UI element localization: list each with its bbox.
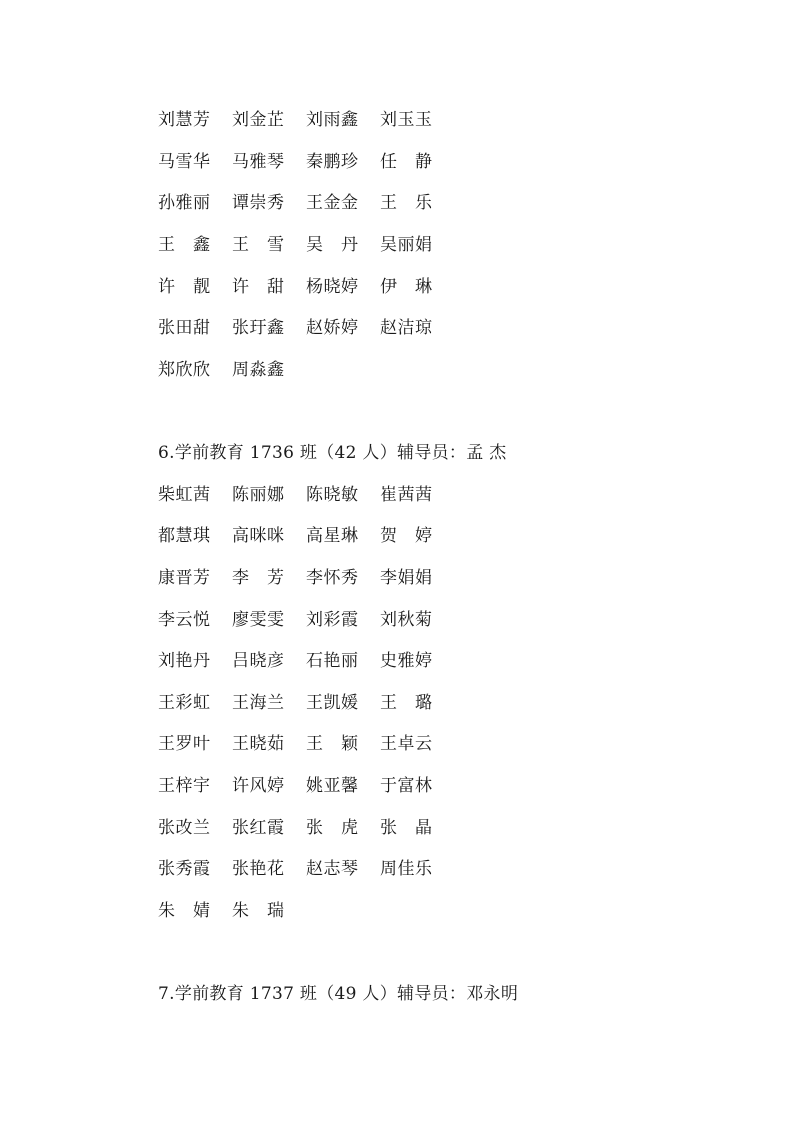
student-name: 刘雨鑫	[306, 110, 359, 131]
student-name: 王彩虹	[158, 692, 211, 713]
student-name: 石艳丽	[306, 651, 359, 672]
student-name: 张艳花	[232, 859, 285, 880]
student-name: 许 甜	[232, 276, 285, 297]
class-heading: 6.学前教育 1736 班（42 人）辅导员：孟 杰	[158, 443, 507, 464]
name-row	[158, 680, 507, 722]
student-name: 吕晓彦	[232, 651, 285, 672]
student-name: 柴虹茜	[158, 484, 211, 505]
student-name: 康晋芳	[158, 568, 211, 589]
student-name: 王金金	[306, 193, 359, 214]
class-section-1737	[158, 971, 518, 1013]
student-name: 李娟娟	[380, 568, 433, 589]
student-name: 谭崇秀	[232, 193, 285, 214]
student-name: 朱 瑞	[232, 900, 285, 921]
student-name: 孙雅丽	[158, 193, 211, 214]
name-row	[158, 596, 507, 638]
name-row	[158, 846, 507, 888]
name-row	[158, 97, 454, 139]
student-name: 赵洁琼	[380, 318, 433, 339]
student-name: 刘玉玉	[380, 110, 433, 131]
student-name: 吴 丹	[306, 235, 359, 256]
student-name: 张 晶	[380, 817, 433, 838]
name-row	[158, 804, 507, 846]
student-name: 王 乐	[380, 193, 433, 214]
student-name: 王晓茹	[232, 734, 285, 755]
name-row	[158, 513, 507, 555]
class-heading: 7.学前教育 1737 班（49 人）辅导员：邓永明	[158, 984, 519, 1005]
name-row	[158, 638, 507, 680]
student-name: 姚亚馨	[306, 776, 359, 797]
student-name: 王罗叶	[158, 734, 211, 755]
student-name: 刘秋菊	[380, 609, 433, 630]
student-name: 杨晓婷	[306, 276, 359, 297]
student-name: 周淼鑫	[232, 359, 285, 380]
student-name: 张秀霞	[158, 859, 211, 880]
student-name: 秦鹏珍	[306, 151, 359, 172]
name-row	[158, 721, 507, 763]
class-section-1736	[158, 430, 507, 929]
name-list-previous-class	[158, 97, 454, 388]
student-name: 朱 婧	[158, 900, 211, 921]
student-name: 赵志琴	[306, 859, 359, 880]
student-name: 张田甜	[158, 318, 211, 339]
student-name: 贺 婷	[380, 526, 433, 547]
student-name: 赵娇婷	[306, 318, 359, 339]
student-name: 李怀秀	[306, 568, 359, 589]
student-name: 都慧琪	[158, 526, 211, 547]
student-name: 王海兰	[232, 692, 285, 713]
name-row	[158, 222, 454, 264]
student-name: 崔茜茜	[380, 484, 433, 505]
student-name: 王凯媛	[306, 692, 359, 713]
student-name: 王 雪	[232, 235, 285, 256]
student-name: 于富林	[380, 776, 433, 797]
student-name: 王卓云	[380, 734, 433, 755]
student-name: 李 芳	[232, 568, 285, 589]
student-name: 王 璐	[380, 692, 433, 713]
name-row	[158, 763, 507, 805]
student-name: 许 靓	[158, 276, 211, 297]
name-row	[158, 347, 454, 389]
student-name: 刘彩霞	[306, 609, 359, 630]
student-name: 马雪华	[158, 151, 211, 172]
name-row	[158, 180, 454, 222]
student-name: 郑欣欣	[158, 359, 211, 380]
name-row	[158, 888, 507, 930]
student-name: 刘慧芳	[158, 110, 211, 131]
student-name: 王 鑫	[158, 235, 211, 256]
student-name: 王梓宇	[158, 776, 211, 797]
student-name: 吴丽娟	[380, 235, 433, 256]
name-row	[158, 305, 454, 347]
student-name: 任 静	[380, 151, 433, 172]
student-name: 伊 琳	[380, 276, 433, 297]
student-name: 张玗鑫	[232, 318, 285, 339]
name-row	[158, 472, 507, 514]
name-row	[158, 555, 507, 597]
student-name: 王 颖	[306, 734, 359, 755]
student-name: 陈晓敏	[306, 484, 359, 505]
student-name: 张 虎	[306, 817, 359, 838]
student-name: 陈丽娜	[232, 484, 285, 505]
student-name: 刘艳丹	[158, 651, 211, 672]
student-name: 张红霞	[232, 817, 285, 838]
student-name: 马雅琴	[232, 151, 285, 172]
student-name: 高星琳	[306, 526, 359, 547]
name-row	[158, 139, 454, 181]
student-name: 许风婷	[232, 776, 285, 797]
student-name: 刘金芷	[232, 110, 285, 131]
student-name: 张改兰	[158, 817, 211, 838]
student-name: 周佳乐	[380, 859, 433, 880]
name-row	[158, 263, 454, 305]
student-name: 史雅婷	[380, 651, 433, 672]
student-name: 李云悦	[158, 609, 211, 630]
student-name: 廖雯雯	[232, 609, 285, 630]
student-name: 高咪咪	[232, 526, 285, 547]
